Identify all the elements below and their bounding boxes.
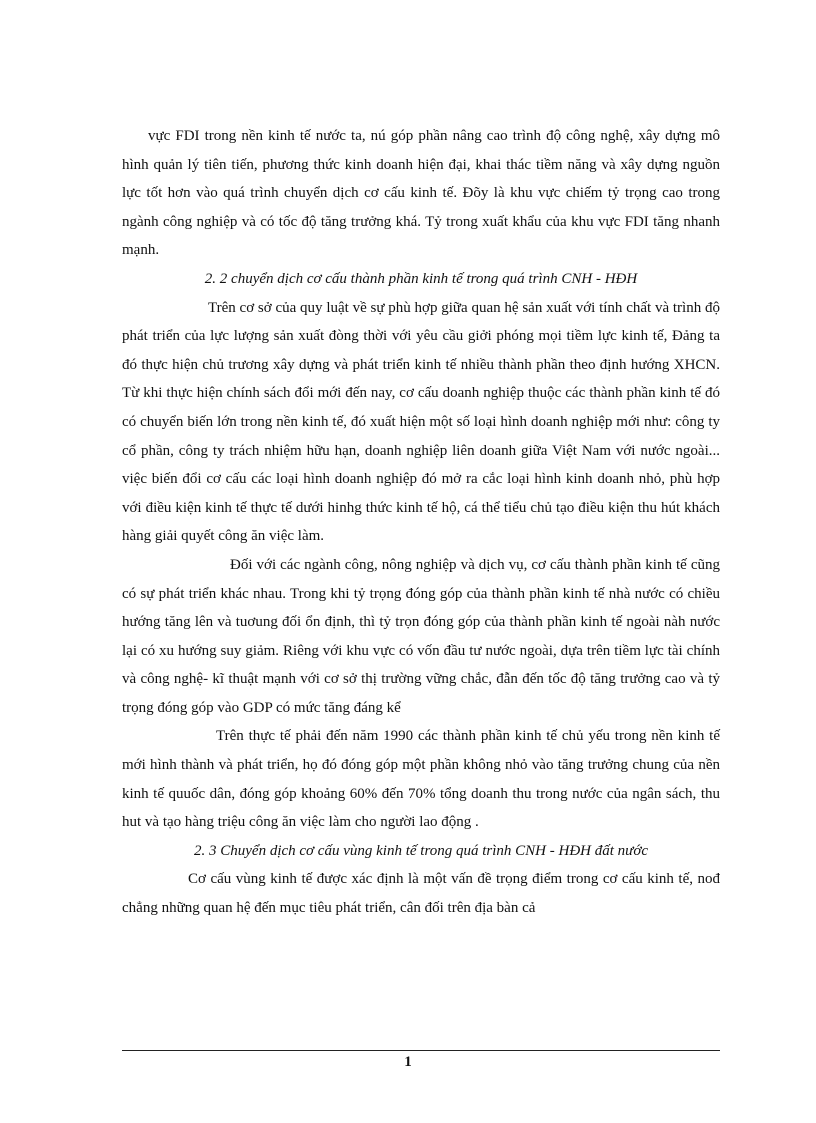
heading-2-3: 2. 3 Chuyển dịch cơ cấu vùng kinh tế trong quá trình CNH - HĐH đất nước bbox=[194, 842, 648, 859]
paragraph-fdi: vực FDI trong nền kinh tế nước ta, nú góp phần nâng cao trình độ công nghệ, xây dựng mô hình quản lý tiên tiến, phương thức kinh doanh hiện đại, khai thác tiềm năng và xây dựng nguồn lực tốt hơn vào quá trình chuyển dịch cơ cấu kinh tế. Đõy là khu vực chiếm tỷ trọng cao trong ngành công nghiệp và có tốc độ tăng trưởng khá. Tỷ trong xuất khẩu của khu vực FDI tăng nhanh mạnh. bbox=[122, 128, 720, 259]
footer-divider bbox=[122, 1050, 720, 1051]
page-number: 1 bbox=[404, 1054, 412, 1070]
paragraph-sector-differences: Đối với các ngành công, nông nghiệp và dịch vụ, cơ cấu thành phần kinh tế cũng có sự phát triển khác nhau. Trong khi tỷ trọng đóng góp của thành phần kinh tế nhà nước có chiều hướng tăng lên và tuơung đối ổn định, thì tỷ trọn đóng góp của thành phần kinh tế ngoài nàh nước lại có xu hướng suy giảm. Riêng với khu vực có vốn đầu tư nước ngoài, dựa trên tiềm lực tài chính và công nghệ- kĩ thuật mạnh với cơ sở thị trường vững chắc, đẫn đến tốc độ tăng trưởng cao và tỷ trọng đóng góp vào GDP có mức tăng đáng kể bbox=[122, 556, 720, 716]
paragraph-ownership-structure: Trên cơ sở của quy luật về sự phù hợp giữa quan hệ sản xuất với tính chất và trình độ phát triển của lực lượng sản xuất đòng thời với yêu cầu giởi phóng mọi tiềm lực kinh tế, Đảng ta đó thực hiện chủ trương xây dựng và phát triển kinh tế nhiều thành phần theo định hướng XHCN. Từ khi thực hiện chính sách đổi mới đến nay, cơ cấu doanh nghiệp thuộc các thành phần kinh tế đó có chuyển biến lớn trong nền kinh tế, đó xuất hiện một số loại hình doanh nghiệp mới như: công ty cổ phần, công ty trách nhiệm hữu hạn, doanh nghiệp liên doanh giữa Việt Nam với nước ngoài... việc biến đổi cơ cấu các loại hình doanh nghiệp đó mở ra cắc loại hình kinh doanh nhỏ, phù hợp với điều kiện kinh tế thực tế dưới hinhg thức kinh tế hộ, cá thể tiểu chủ tạo điều kiện thu hút khách hàng giải quyết công ăn việc làm. bbox=[122, 299, 720, 545]
heading-2-2: 2. 2 chuyển dịch cơ cấu thành phần kinh tế trong quá trình CNH - HĐH bbox=[204, 270, 638, 287]
paragraph-since-1990: Trên thực tế phải đến năm 1990 các thành phần kinh tế chủ yếu trong nền kinh tế mới hình thành và phát triển, họ đó đóng góp một phần không nhỏ vào tăng trưởng chung của nền kinh tế quuốc dân, đóng góp khoảng 60% đến 70% tổng doanh thu trong nước của ngân sách, thu hut và tạo hàng triệu công ăn việc làm cho người lao động . bbox=[122, 728, 720, 831]
document-body bbox=[122, 122, 720, 923]
paragraph-regional-structure: Cơ cấu vùng kinh tế được xác định là một vấn đề trọng điểm trong cơ cấu kinh tế, nođ chẳng những quan hệ đến mục tiêu phát triển, cân đối trên địa bàn cả bbox=[122, 871, 720, 917]
